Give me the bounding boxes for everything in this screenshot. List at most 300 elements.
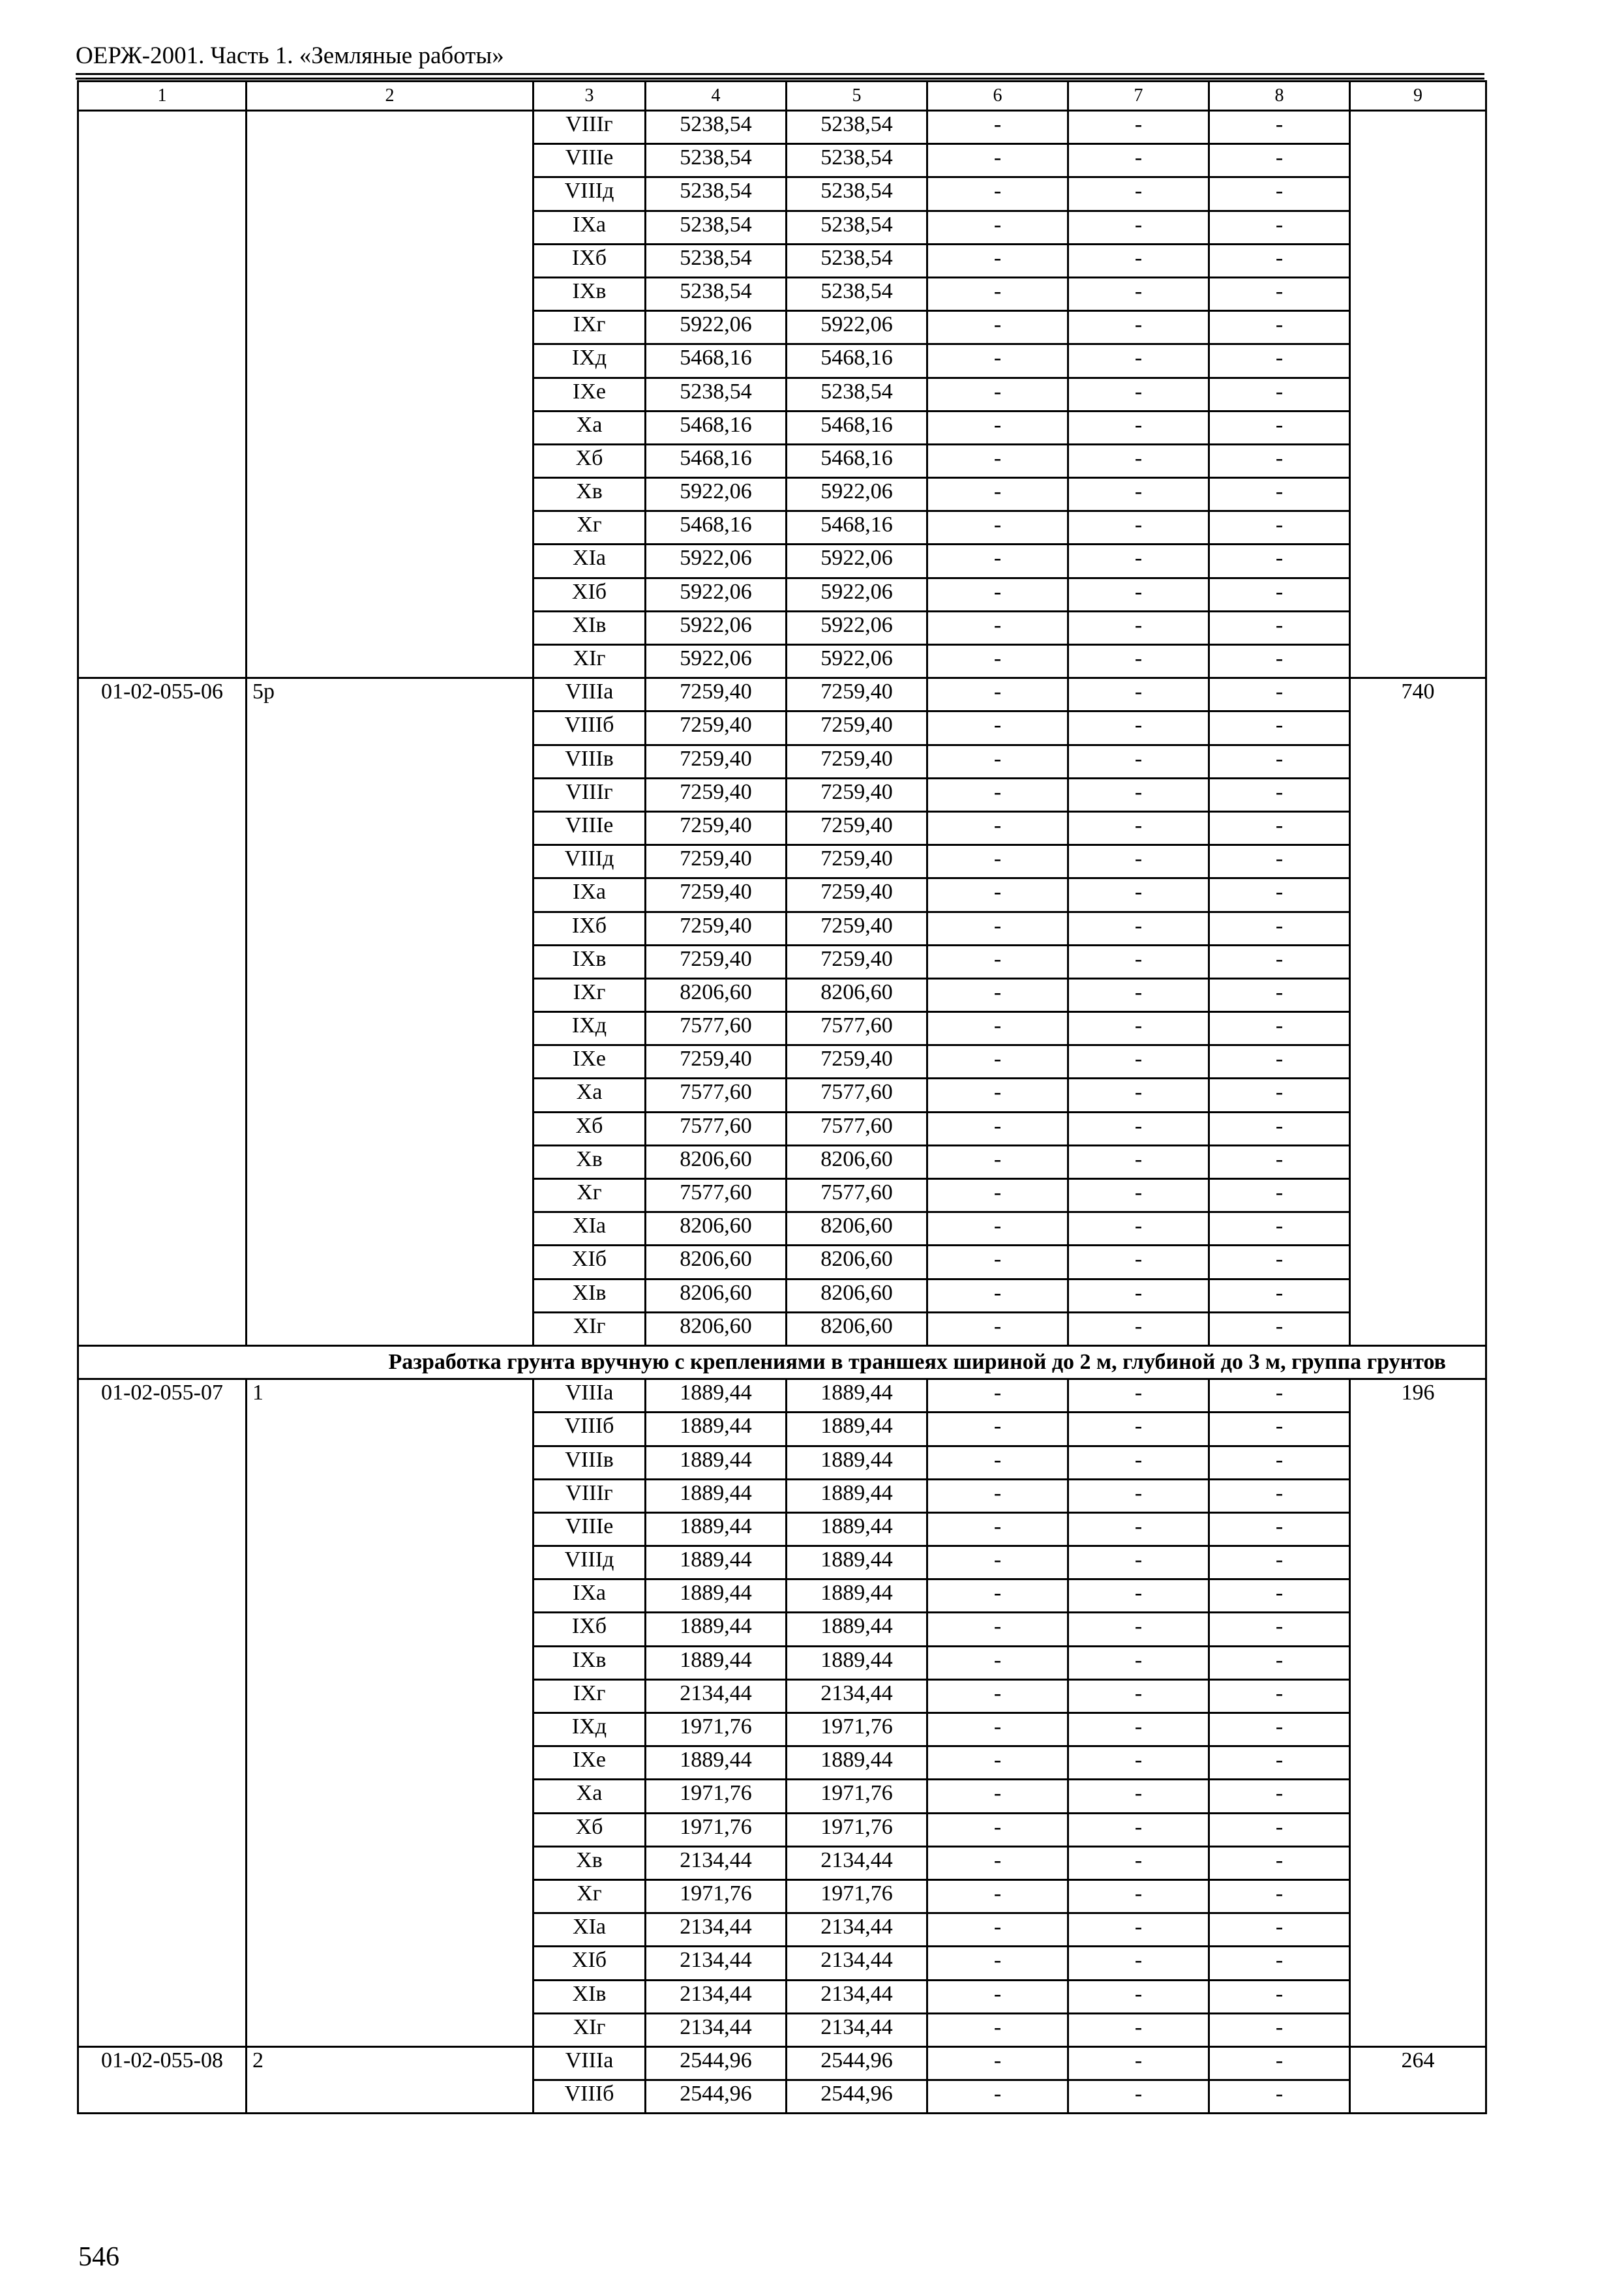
- zone-cell: VIIIг: [534, 111, 646, 144]
- zone-cell: VIIIб: [534, 2080, 646, 2114]
- column-number: 8: [1209, 82, 1350, 111]
- total-cost-cell: 8206,60: [646, 978, 787, 1011]
- drivers-wages-cell: -: [1068, 1045, 1209, 1079]
- zone-cell: VIIIв: [534, 745, 646, 778]
- total-cost-cell: 5468,16: [646, 511, 787, 545]
- machines-cell: -: [927, 511, 1068, 545]
- drivers-wages-cell: -: [1068, 1279, 1209, 1312]
- wages-cell: 1971,76: [787, 1713, 927, 1746]
- drivers-wages-cell: -: [1068, 545, 1209, 578]
- materials-cell: -: [1209, 2080, 1350, 2114]
- wages-cell: 7577,60: [787, 1012, 927, 1045]
- materials-cell: -: [1209, 711, 1350, 745]
- zone-cell: Xб: [534, 444, 646, 477]
- machines-cell: -: [927, 1045, 1068, 1079]
- total-cost-cell: 5922,06: [646, 311, 787, 344]
- wages-cell: 5468,16: [787, 411, 927, 444]
- materials-cell: -: [1209, 1546, 1350, 1579]
- materials-cell: -: [1209, 1813, 1350, 1846]
- machines-cell: -: [927, 978, 1068, 1011]
- machines-cell: -: [927, 1713, 1068, 1746]
- page-header-title: ОЕРЖ-2001. Часть 1. «Земляные работы»: [76, 42, 504, 69]
- total-cost-cell: 1889,44: [646, 1746, 787, 1780]
- drivers-wages-cell: -: [1068, 1579, 1209, 1613]
- wages-cell: 1971,76: [787, 1879, 927, 1913]
- total-cost-cell: 5922,06: [646, 645, 787, 678]
- rate-parameter: [247, 111, 534, 678]
- zone-cell: IXб: [534, 244, 646, 277]
- machines-cell: -: [927, 1512, 1068, 1546]
- total-cost-cell: 7259,40: [646, 711, 787, 745]
- zone-cell: VIIIг: [534, 778, 646, 811]
- machines-cell: -: [927, 1579, 1068, 1613]
- labor-cost-cell: [1350, 111, 1486, 678]
- wages-cell: 7259,40: [787, 745, 927, 778]
- total-cost-cell: 5238,54: [646, 244, 787, 277]
- wages-cell: 8206,60: [787, 1312, 927, 1345]
- materials-cell: -: [1209, 1246, 1350, 1279]
- materials-cell: -: [1209, 344, 1350, 378]
- section-heading: Разработка грунта вручную с креплениями в траншеях шириной до 2 м, глубиной до 3 м, группа грунтов: [78, 1345, 1486, 1379]
- zone-cell: XIв: [534, 611, 646, 644]
- drivers-wages-cell: -: [1068, 411, 1209, 444]
- zone-cell: Xг: [534, 1879, 646, 1913]
- materials-cell: -: [1209, 1312, 1350, 1345]
- total-cost-cell: 1889,44: [646, 1479, 787, 1512]
- drivers-wages-cell: -: [1068, 1646, 1209, 1679]
- wages-cell: 2134,44: [787, 1947, 927, 1980]
- wages-cell: 7259,40: [787, 878, 927, 912]
- machines-cell: -: [927, 1145, 1068, 1178]
- drivers-wages-cell: -: [1068, 1012, 1209, 1045]
- materials-cell: -: [1209, 1780, 1350, 1813]
- materials-cell: -: [1209, 878, 1350, 912]
- total-cost-cell: 1889,44: [646, 1646, 787, 1679]
- zone-cell: IXв: [534, 945, 646, 978]
- wages-cell: 7259,40: [787, 711, 927, 745]
- column-number: 1: [78, 82, 247, 111]
- materials-cell: -: [1209, 244, 1350, 277]
- total-cost-cell: 2544,96: [646, 2046, 787, 2080]
- rate-parameter: 2: [247, 2046, 534, 2113]
- wages-cell: 5922,06: [787, 311, 927, 344]
- rate-code: [78, 111, 247, 678]
- wages-cell: 5238,54: [787, 378, 927, 411]
- wages-cell: 5468,16: [787, 511, 927, 545]
- wages-cell: 5922,06: [787, 545, 927, 578]
- section-heading-row: [78, 1345, 1486, 1379]
- zone-cell: VIIIв: [534, 1446, 646, 1479]
- drivers-wages-cell: -: [1068, 2013, 1209, 2046]
- zone-cell: IXг: [534, 978, 646, 1011]
- machines-cell: -: [927, 2080, 1068, 2114]
- total-cost-cell: 5922,06: [646, 611, 787, 644]
- zone-cell: VIIIа: [534, 1379, 646, 1413]
- drivers-wages-cell: -: [1068, 1413, 1209, 1446]
- wages-cell: 2134,44: [787, 1980, 927, 2013]
- zone-cell: IXа: [534, 211, 646, 244]
- wages-cell: 7259,40: [787, 945, 927, 978]
- drivers-wages-cell: -: [1068, 277, 1209, 310]
- materials-cell: -: [1209, 845, 1350, 878]
- drivers-wages-cell: -: [1068, 244, 1209, 277]
- materials-cell: -: [1209, 1512, 1350, 1546]
- machines-cell: -: [927, 1479, 1068, 1512]
- materials-cell: -: [1209, 745, 1350, 778]
- drivers-wages-cell: -: [1068, 1613, 1209, 1646]
- wages-cell: 8206,60: [787, 1246, 927, 1279]
- materials-cell: -: [1209, 1947, 1350, 1980]
- total-cost-cell: 5238,54: [646, 211, 787, 244]
- drivers-wages-cell: -: [1068, 1679, 1209, 1713]
- drivers-wages-cell: -: [1068, 1112, 1209, 1145]
- materials-cell: -: [1209, 1479, 1350, 1512]
- materials-cell: -: [1209, 311, 1350, 344]
- materials-cell: -: [1209, 578, 1350, 611]
- drivers-wages-cell: -: [1068, 2046, 1209, 2080]
- drivers-wages-cell: -: [1068, 678, 1209, 711]
- total-cost-cell: 7259,40: [646, 1045, 787, 1079]
- zone-cell: Xа: [534, 1079, 646, 1112]
- zone-cell: Xв: [534, 1145, 646, 1178]
- drivers-wages-cell: -: [1068, 1246, 1209, 1279]
- zone-cell: IXг: [534, 1679, 646, 1713]
- zone-cell: XIб: [534, 1947, 646, 1980]
- drivers-wages-cell: -: [1068, 1312, 1209, 1345]
- wages-cell: 1889,44: [787, 1413, 927, 1446]
- zone-cell: Xа: [534, 1780, 646, 1813]
- materials-cell: -: [1209, 1613, 1350, 1646]
- zone-cell: VIIIб: [534, 1413, 646, 1446]
- zone-cell: VIIIг: [534, 1479, 646, 1512]
- drivers-wages-cell: -: [1068, 378, 1209, 411]
- zone-cell: IXд: [534, 1713, 646, 1746]
- column-number: 4: [646, 82, 787, 111]
- machines-cell: -: [927, 1646, 1068, 1679]
- total-cost-cell: 2134,44: [646, 1679, 787, 1713]
- materials-cell: -: [1209, 778, 1350, 811]
- column-number: 9: [1350, 82, 1486, 111]
- drivers-wages-cell: -: [1068, 1379, 1209, 1413]
- machines-cell: -: [927, 578, 1068, 611]
- total-cost-cell: 1971,76: [646, 1879, 787, 1913]
- wages-cell: 5238,54: [787, 277, 927, 310]
- drivers-wages-cell: -: [1068, 1780, 1209, 1813]
- wages-cell: 5468,16: [787, 444, 927, 477]
- machines-cell: -: [927, 177, 1068, 211]
- zone-cell: IXе: [534, 1746, 646, 1780]
- total-cost-cell: 1889,44: [646, 1413, 787, 1446]
- drivers-wages-cell: -: [1068, 2080, 1209, 2114]
- materials-cell: -: [1209, 1446, 1350, 1479]
- total-cost-cell: 2134,44: [646, 1947, 787, 1980]
- total-cost-cell: 8206,60: [646, 1312, 787, 1345]
- machines-cell: -: [927, 645, 1068, 678]
- materials-cell: -: [1209, 1879, 1350, 1913]
- materials-cell: -: [1209, 144, 1350, 177]
- materials-cell: -: [1209, 1279, 1350, 1312]
- total-cost-cell: 7259,40: [646, 745, 787, 778]
- wages-cell: 5922,06: [787, 611, 927, 644]
- column-number: 3: [534, 82, 646, 111]
- materials-cell: -: [1209, 177, 1350, 211]
- materials-cell: -: [1209, 1713, 1350, 1746]
- total-cost-cell: 7577,60: [646, 1079, 787, 1112]
- drivers-wages-cell: -: [1068, 1947, 1209, 1980]
- zone-cell: XIв: [534, 1980, 646, 2013]
- zone-cell: Xв: [534, 1846, 646, 1879]
- total-cost-cell: 1971,76: [646, 1813, 787, 1846]
- zone-cell: IXе: [534, 378, 646, 411]
- zone-cell: Xг: [534, 511, 646, 545]
- zone-cell: VIIIд: [534, 1546, 646, 1579]
- zone-cell: IXд: [534, 344, 646, 378]
- zone-cell: IXа: [534, 878, 646, 912]
- machines-cell: -: [927, 1079, 1068, 1112]
- machines-cell: -: [927, 912, 1068, 945]
- wages-cell: 1889,44: [787, 1646, 927, 1679]
- total-cost-cell: 1889,44: [646, 1446, 787, 1479]
- column-number: 7: [1068, 82, 1209, 111]
- machines-cell: -: [927, 144, 1068, 177]
- zone-cell: Xб: [534, 1813, 646, 1846]
- total-cost-cell: 8206,60: [646, 1246, 787, 1279]
- materials-cell: -: [1209, 1980, 1350, 2013]
- zone-cell: IXб: [534, 1613, 646, 1646]
- wages-cell: 1889,44: [787, 1546, 927, 1579]
- wages-cell: 2134,44: [787, 1913, 927, 1947]
- drivers-wages-cell: -: [1068, 745, 1209, 778]
- wages-cell: 5238,54: [787, 211, 927, 244]
- materials-cell: -: [1209, 1379, 1350, 1413]
- drivers-wages-cell: -: [1068, 811, 1209, 845]
- machines-cell: -: [927, 545, 1068, 578]
- labor-cost-cell: 740: [1350, 678, 1486, 1346]
- machines-cell: -: [927, 478, 1068, 511]
- materials-cell: -: [1209, 111, 1350, 144]
- materials-cell: -: [1209, 1079, 1350, 1112]
- wages-cell: 2134,44: [787, 1679, 927, 1713]
- machines-cell: -: [927, 1613, 1068, 1646]
- zone-cell: XIа: [534, 1913, 646, 1947]
- machines-cell: -: [927, 211, 1068, 244]
- machines-cell: -: [927, 745, 1068, 778]
- drivers-wages-cell: -: [1068, 1212, 1209, 1246]
- drivers-wages-cell: -: [1068, 144, 1209, 177]
- materials-cell: -: [1209, 678, 1350, 711]
- drivers-wages-cell: -: [1068, 611, 1209, 644]
- wages-cell: 1889,44: [787, 1446, 927, 1479]
- header-rule-double: [76, 78, 1484, 80]
- total-cost-cell: 2134,44: [646, 1980, 787, 2013]
- machines-cell: -: [927, 1279, 1068, 1312]
- materials-cell: -: [1209, 1579, 1350, 1613]
- wages-cell: 7259,40: [787, 778, 927, 811]
- drivers-wages-cell: -: [1068, 311, 1209, 344]
- total-cost-cell: 7577,60: [646, 1012, 787, 1045]
- zone-cell: IXв: [534, 277, 646, 310]
- materials-cell: -: [1209, 1746, 1350, 1780]
- materials-cell: -: [1209, 444, 1350, 477]
- materials-cell: -: [1209, 1212, 1350, 1246]
- drivers-wages-cell: -: [1068, 1179, 1209, 1212]
- drivers-wages-cell: -: [1068, 1713, 1209, 1746]
- wages-cell: 2544,96: [787, 2080, 927, 2114]
- total-cost-cell: 1889,44: [646, 1512, 787, 1546]
- materials-cell: -: [1209, 1846, 1350, 1879]
- wages-cell: 1889,44: [787, 1379, 927, 1413]
- total-cost-cell: 5238,54: [646, 378, 787, 411]
- drivers-wages-cell: -: [1068, 978, 1209, 1011]
- materials-cell: -: [1209, 378, 1350, 411]
- zone-cell: XIа: [534, 545, 646, 578]
- total-cost-cell: 8206,60: [646, 1145, 787, 1178]
- materials-cell: -: [1209, 478, 1350, 511]
- machines-cell: -: [927, 945, 1068, 978]
- column-number: 6: [927, 82, 1068, 111]
- total-cost-cell: 1889,44: [646, 1613, 787, 1646]
- machines-cell: -: [927, 811, 1068, 845]
- wages-cell: 5238,54: [787, 111, 927, 144]
- total-cost-cell: 5922,06: [646, 478, 787, 511]
- rates-table-body: [78, 82, 1486, 2114]
- total-cost-cell: 5238,54: [646, 144, 787, 177]
- materials-cell: -: [1209, 1413, 1350, 1446]
- zone-cell: IXд: [534, 1012, 646, 1045]
- machines-cell: -: [927, 378, 1068, 411]
- total-cost-cell: 5238,54: [646, 277, 787, 310]
- drivers-wages-cell: -: [1068, 578, 1209, 611]
- wages-cell: 5922,06: [787, 478, 927, 511]
- total-cost-cell: 7577,60: [646, 1179, 787, 1212]
- machines-cell: -: [927, 711, 1068, 745]
- machines-cell: -: [927, 678, 1068, 711]
- wages-cell: 1889,44: [787, 1512, 927, 1546]
- drivers-wages-cell: -: [1068, 1512, 1209, 1546]
- machines-cell: -: [927, 1446, 1068, 1479]
- wages-cell: 2134,44: [787, 2013, 927, 2046]
- materials-cell: -: [1209, 2046, 1350, 2080]
- zone-cell: IXв: [534, 1646, 646, 1679]
- machines-cell: -: [927, 1913, 1068, 1947]
- total-cost-cell: 8206,60: [646, 1212, 787, 1246]
- drivers-wages-cell: -: [1068, 344, 1209, 378]
- machines-cell: -: [927, 1112, 1068, 1145]
- wages-cell: 1971,76: [787, 1780, 927, 1813]
- machines-cell: -: [927, 2046, 1068, 2080]
- wages-cell: 1889,44: [787, 1579, 927, 1613]
- total-cost-cell: 7259,40: [646, 878, 787, 912]
- materials-cell: -: [1209, 1145, 1350, 1178]
- machines-cell: -: [927, 1813, 1068, 1846]
- drivers-wages-cell: -: [1068, 711, 1209, 745]
- total-cost-cell: 1971,76: [646, 1780, 787, 1813]
- materials-cell: -: [1209, 1679, 1350, 1713]
- materials-cell: -: [1209, 611, 1350, 644]
- drivers-wages-cell: -: [1068, 1479, 1209, 1512]
- machines-cell: -: [927, 2013, 1068, 2046]
- zone-cell: IXб: [534, 912, 646, 945]
- total-cost-cell: 5468,16: [646, 411, 787, 444]
- header-rule: [76, 73, 1484, 75]
- drivers-wages-cell: -: [1068, 1746, 1209, 1780]
- drivers-wages-cell: -: [1068, 1145, 1209, 1178]
- total-cost-cell: 2134,44: [646, 1913, 787, 1947]
- materials-cell: -: [1209, 912, 1350, 945]
- wages-cell: 1889,44: [787, 1479, 927, 1512]
- total-cost-cell: 7577,60: [646, 1112, 787, 1145]
- machines-cell: -: [927, 444, 1068, 477]
- drivers-wages-cell: -: [1068, 878, 1209, 912]
- drivers-wages-cell: -: [1068, 1913, 1209, 1947]
- zone-cell: IXе: [534, 1045, 646, 1079]
- machines-cell: -: [927, 1980, 1068, 2013]
- zone-cell: Xв: [534, 478, 646, 511]
- materials-cell: -: [1209, 811, 1350, 845]
- zone-cell: IXг: [534, 311, 646, 344]
- zone-cell: XIг: [534, 1312, 646, 1345]
- wages-cell: 5922,06: [787, 645, 927, 678]
- machines-cell: -: [927, 1846, 1068, 1879]
- drivers-wages-cell: -: [1068, 778, 1209, 811]
- rate-code: 01-02-055-07: [78, 1379, 247, 2047]
- wages-cell: 8206,60: [787, 978, 927, 1011]
- zone-cell: IXа: [534, 1579, 646, 1613]
- labor-cost-cell: 196: [1350, 1379, 1486, 2047]
- drivers-wages-cell: -: [1068, 912, 1209, 945]
- drivers-wages-cell: -: [1068, 1980, 1209, 2013]
- machines-cell: -: [927, 1679, 1068, 1713]
- rate-code: 01-02-055-06: [78, 678, 247, 1346]
- zone-cell: XIв: [534, 1279, 646, 1312]
- materials-cell: -: [1209, 411, 1350, 444]
- machines-cell: -: [927, 311, 1068, 344]
- total-cost-cell: 2134,44: [646, 1846, 787, 1879]
- table-row: [78, 1379, 1486, 1413]
- machines-cell: -: [927, 1746, 1068, 1780]
- wages-cell: 5922,06: [787, 578, 927, 611]
- table-row: [78, 111, 1486, 144]
- zone-cell: XIг: [534, 2013, 646, 2046]
- drivers-wages-cell: -: [1068, 444, 1209, 477]
- rate-code: 01-02-055-08: [78, 2046, 247, 2113]
- zone-cell: VIIIе: [534, 1512, 646, 1546]
- machines-cell: -: [927, 244, 1068, 277]
- total-cost-cell: 1889,44: [646, 1379, 787, 1413]
- wages-cell: 5238,54: [787, 144, 927, 177]
- total-cost-cell: 5468,16: [646, 444, 787, 477]
- materials-cell: -: [1209, 1112, 1350, 1145]
- rate-parameter: 5р: [247, 678, 534, 1346]
- zone-cell: VIIIд: [534, 845, 646, 878]
- materials-cell: -: [1209, 277, 1350, 310]
- drivers-wages-cell: -: [1068, 1079, 1209, 1112]
- materials-cell: -: [1209, 1045, 1350, 1079]
- machines-cell: -: [927, 411, 1068, 444]
- wages-cell: 7577,60: [787, 1179, 927, 1212]
- total-cost-cell: 7259,40: [646, 845, 787, 878]
- drivers-wages-cell: -: [1068, 1846, 1209, 1879]
- wages-cell: 1971,76: [787, 1813, 927, 1846]
- column-number-row: [78, 82, 1486, 111]
- machines-cell: -: [927, 344, 1068, 378]
- total-cost-cell: 5238,54: [646, 111, 787, 144]
- wages-cell: 7577,60: [787, 1112, 927, 1145]
- total-cost-cell: 8206,60: [646, 1279, 787, 1312]
- wages-cell: 2544,96: [787, 2046, 927, 2080]
- total-cost-cell: 5922,06: [646, 578, 787, 611]
- wages-cell: 1889,44: [787, 1746, 927, 1780]
